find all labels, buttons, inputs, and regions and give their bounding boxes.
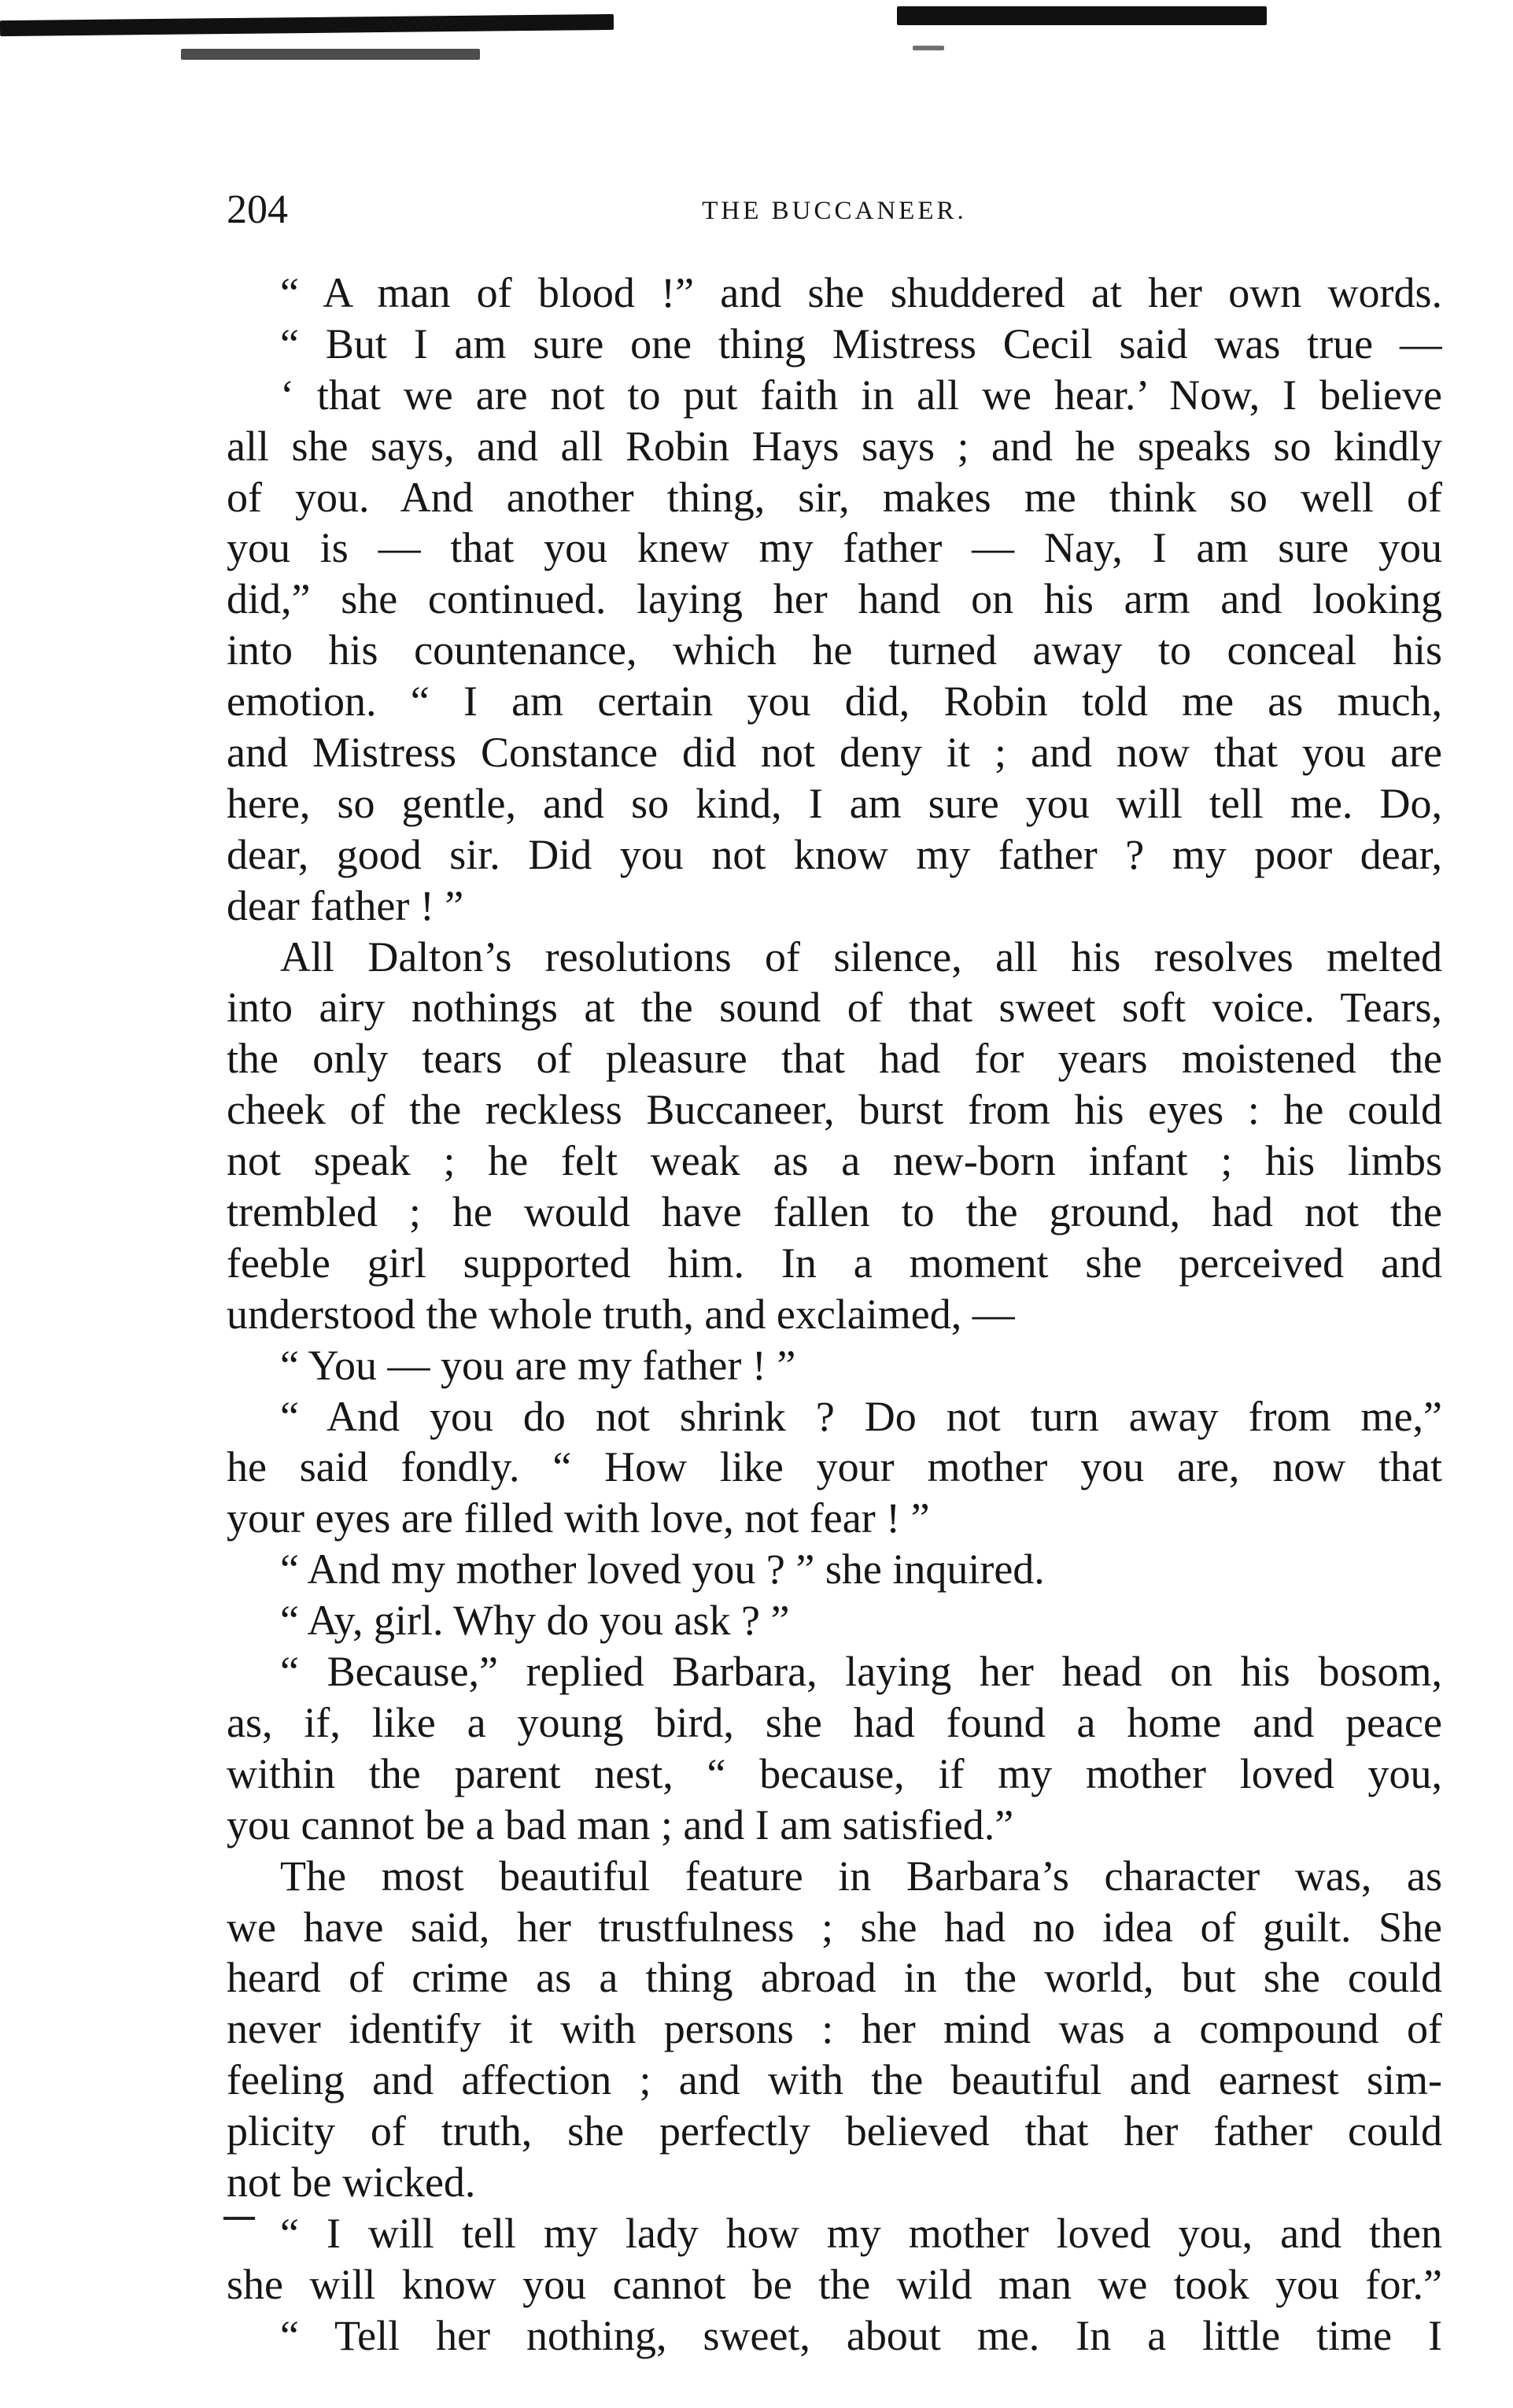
text-line: did,” she continued. laying her hand on his arm and looking [227, 575, 1442, 623]
text-line: plicity of truth, she perfectly believed that her father could [227, 2107, 1442, 2155]
scan-artifact-right-fleck [913, 46, 944, 50]
text-line: he said fondly. “ How like your mother you are, now that [227, 1443, 1442, 1491]
text-line: she will know you cannot be the wild man we took you for.” [227, 2260, 1442, 2308]
text-line: ‘ that we are not to put faith in all we hear.’ Now, I believe [280, 371, 1442, 419]
text-line: never identify it with persons : her mind was a compound of [227, 2005, 1442, 2053]
text-line: into his countenance, which he turned away to conceal his [227, 626, 1442, 674]
text-line: as, if, like a young bird, she had found a home and peace [227, 1698, 1442, 1746]
text-line: All Dalton’s resolutions of silence, all his resolves melted [280, 933, 1442, 981]
text-line: “ Tell her nothing, sweet, about me. In a little time I [280, 2311, 1442, 2359]
text-line: you is — that you knew my father — Nay, I am sure you [227, 524, 1442, 572]
running-title: THE BUCCANEER. [702, 197, 967, 225]
text-line: of you. And another thing, sir, makes me think so well of [227, 473, 1442, 521]
text-line: we have said, her trustfulness ; she had no idea of guilt. She [227, 1903, 1442, 1951]
text-line: “ And my mother loved you ? ” she inquired. [280, 1546, 1045, 1594]
page-header [227, 183, 1442, 238]
text-line: “ I will tell my lady how my mother loved you, and then [280, 2209, 1442, 2257]
text-line: dear father ! ” [227, 881, 464, 929]
text-line: dear, good sir. Did you not know my father ? my poor dear, [227, 830, 1442, 878]
text-line: understood the whole truth, and exclaimed, — [227, 1290, 1015, 1338]
scan-artifact-left [0, 14, 614, 36]
text-line: not speak ; he felt weak as a new-born infant ; his limbs [227, 1137, 1442, 1185]
text-line: The most beautiful feature in Barbara’s character was, as [280, 1852, 1442, 1900]
scan-artifact-left-lower [181, 49, 480, 60]
text-line: “ Ay, girl. Why do you ask ? ” [280, 1597, 790, 1645]
text-line: all she says, and all Robin Hays says ; and he speaks so kindly [227, 422, 1442, 470]
ink-blot [223, 2217, 255, 2220]
text-line: feeble girl supported him. In a moment she perceived and [227, 1239, 1442, 1287]
text-line: feeling and affection ; and with the beautiful and earnest sim- [227, 2056, 1442, 2104]
text-line: “ A man of blood !” and she shuddered at her own words. [280, 269, 1442, 316]
text-line: within the parent nest, “ because, if my mother loved you, [227, 1749, 1442, 1797]
text-line: “ And you do not shrink ? Do not turn away from me,” [280, 1392, 1442, 1440]
text-line: emotion. “ I am certain you did, Robin told me as much, [227, 678, 1442, 726]
text-line: cheek of the reckless Buccaneer, burst from his eyes : he could [227, 1086, 1442, 1134]
text-line: and Mistress Constance did not deny it ; and now that you are [227, 729, 1442, 777]
text-line: your eyes are filled with love, not fear ! ” [227, 1494, 930, 1542]
scan-artifact-right [897, 6, 1267, 25]
text-line: you cannot be a bad man ; and I am satisfied.” [227, 1800, 1014, 1848]
text-line: heard of crime as a thing abroad in the world, but she could [227, 1954, 1442, 2002]
text-line: into airy nothings at the sound of that sweet soft voice. Tears, [227, 984, 1442, 1032]
text-line: “ But I am sure one thing Mistress Cecil said was true — [280, 319, 1442, 367]
text-line: “ Because,” replied Barbara, laying her head on his bosom, [280, 1648, 1442, 1696]
text-line: here, so gentle, and so kind, I am sure you will tell me. Do, [227, 779, 1442, 827]
text-line: “ You — you are my father ! ” [280, 1341, 796, 1389]
text-line: the only tears of pleasure that had for years moistened the [227, 1035, 1442, 1083]
text-line: not be wicked. [227, 2158, 476, 2206]
page-number: 204 [227, 187, 288, 232]
body-text [227, 268, 1442, 2362]
text-line: trembled ; he would have fallen to the ground, had not the [227, 1188, 1442, 1236]
